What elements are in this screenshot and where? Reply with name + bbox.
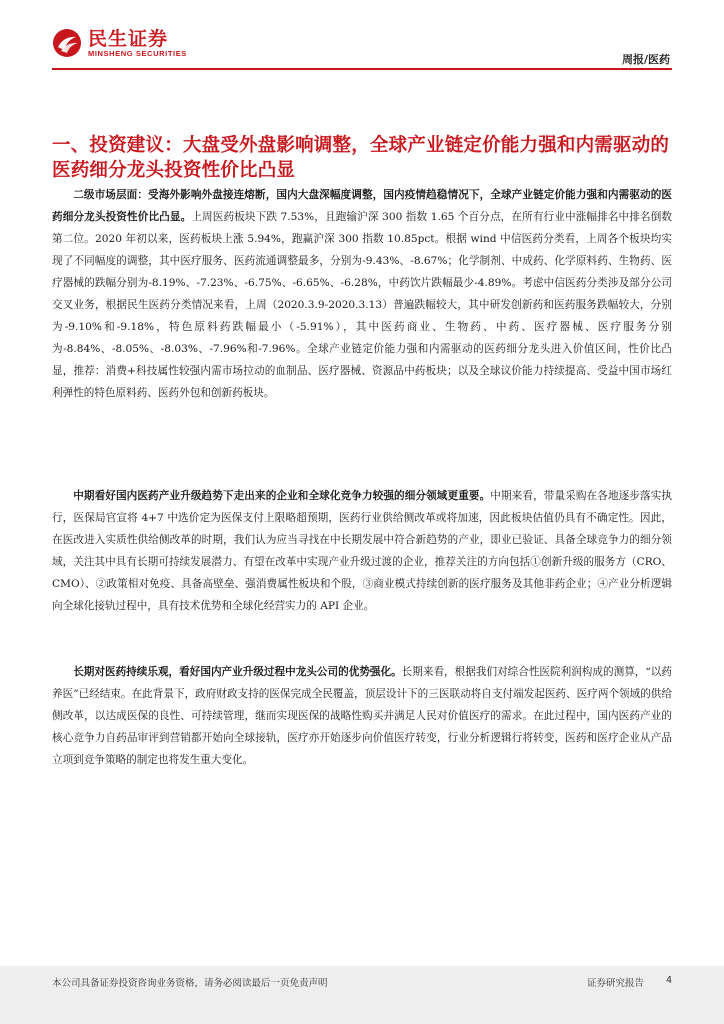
minsheng-logo-icon <box>52 28 82 58</box>
company-logo <box>52 28 187 58</box>
header-divider <box>52 68 672 70</box>
page-header <box>0 0 724 70</box>
paragraph-midterm <box>52 485 672 617</box>
paragraph-body: 中期来看，带量采购在各地逐步落实执行，医保局官宣将 4+7 中选价定为医保支付上限略超预期，医药行业供给侧改革或将加速，因此板块估值仍具有不确定性。因此，在医改进入实质性供给侧改革的时期，我们认为应当寻找在中长期发展中符合新趋势的产业，即业已验证、具备全球竞争力的细分领域，关注其中具有长期可持续发展潜力、有望在改革中实现产业升级过渡的企业，推荐关注的方向包括①创新升级的服务方（CRO、CMO）、②政策相对免疫、具备高壁垒、强消费属性板块和个股，③商业模式持续创新的医疗服务及其他非药企业；④产业分析逻辑向全球化接轨过程中，具有技术优势和全球化经营实力的 API 企业。 <box>52 490 673 612</box>
logo-chinese-name: 民生证券 <box>88 27 169 50</box>
footer-report-type: 证券研究报告 <box>586 978 644 989</box>
paragraph-body: 长期来看，根据我们对综合性医院利润构成的测算，“以药养医”已经结束。在此背景下，政府财政支持的医保完成全民覆盖，顶层设计下的三医联动将自支付端发起医药、医疗两个领域的供给侧改革，以达成医保的良性、可持续管理，继而实现医保的战略性购买并满足人民对价值医疗的需求。在此过程中，国内医药产业的核心竞争力自药品审评到营销都开始向全球接轨，医疗亦开始逐步向价值医疗转变，行业分析逻辑行将转变，医药和医疗企业从产品立项到竞争策略的制定也将发生重大变化。 <box>52 666 672 766</box>
page-number: 4 <box>665 975 672 986</box>
paragraph-market <box>52 184 672 404</box>
paragraph-lead: 二级市场层面：受海外影响外盘接连熔断，国内大盘深幅度调整，国内疫情趋稳情况下，全球产业链定价能力强和内需驱动的医药细分龙头投资性价比凸显。 <box>52 189 672 223</box>
footer-disclaimer: 本公司具备证券投资咨询业务资格，请务必阅读最后一页免责声明 <box>52 978 328 989</box>
paragraph-longterm <box>52 661 672 771</box>
report-category: 周报/医药 <box>621 53 670 66</box>
paragraph-body: 上周医药板块下跌 7.53%，且跑输沪深 300 指数 1.65 个百分点，在所有行业中涨幅排名中排名倒数第二位。2020 年初以来，医药板块上涨 5.94%，跑赢沪深 300 指数 10.85pct。根据 wind 中信医药分类看，上周各个板块均实现了不同幅度的调整，其中医疗服务、医药流通调整最多，分别为-9.43%、-8.67%；化学制剂、中成药、化学原料药、生物药、医疗器械的跌幅分别为-8.19%、-7.23%、-6.75%、-6.65%、-6.28%，中药饮片跌幅最少-4.89%。考虑中信医药分类涉及部分公司交叉业务，根据民生医药分类情况来看，上周（2020.3.9-2020.3.13）普遍跌幅较大，其中研发创新药和医药服务跌幅较大，分别为-9.10%和-9.18%，特色原料药跌幅最小（-5.91%），其中医药商业、生物药、中药、医疗器械、医疗服务分别为-8.84%、-8.05%、-8.03%、-7.96%和-7.96%。全球产业链定价能力强和内需驱动的医药细分龙头进入价值区间，性价比凸显，推荐：消费+科技属性较强内需市场拉动的血制品、医疗器械、资源品中药板块；以及全球议价能力持续提高、受益中国市场红利弹性的特色原料药、医药外包和创新药板块。 <box>52 211 673 399</box>
logo-english-name: MINSHENG SECURITIES <box>88 48 187 58</box>
paragraph-lead: 长期对医药持续乐观，看好国内产业升级过程中龙头公司的优势强化。 <box>73 666 402 678</box>
section-title: 一、投资建议：大盘受外盘影响调整，全球产业链定价能力强和内需驱动的医药细分龙头投资性价比凸显 <box>52 135 670 181</box>
paragraph-lead: 中期看好国内医药产业升级趋势下走出来的企业和全球化竞争力较强的细分领域更重要。 <box>73 490 491 502</box>
